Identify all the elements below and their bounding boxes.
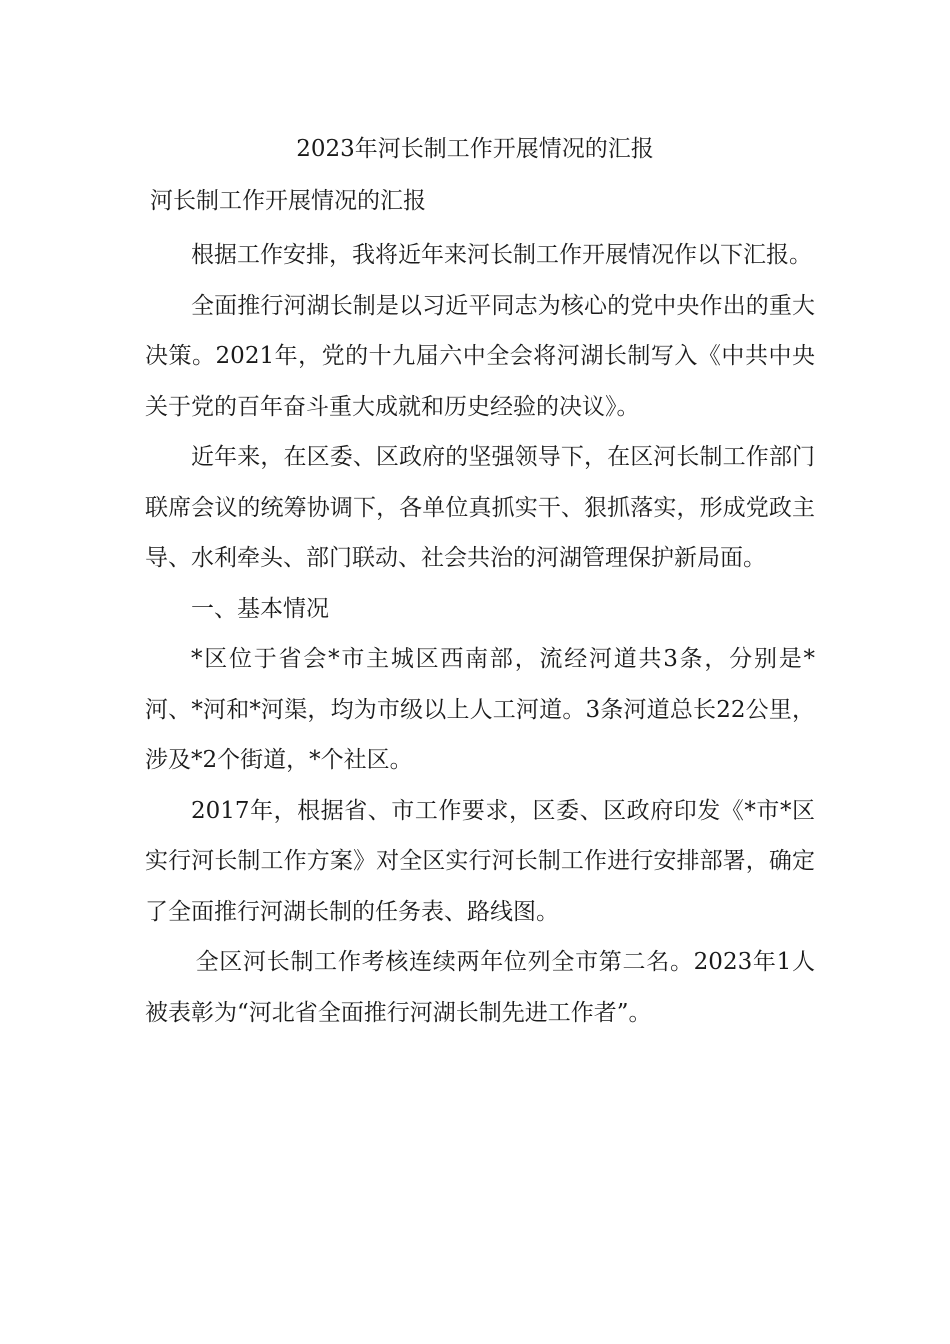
section-heading-basic-situation: 一、基本情况: [191, 595, 329, 622]
paragraph-plan-2017: 2017年，根据省、市工作要求，区委、区政府印发《*市*区实行河长制工作方案》对全区实行河长制工作进行安排部署，确定了全面推行河湖长制的任务表、路线图。: [145, 797, 815, 925]
paragraph-award: 全区河长制工作考核连续两年位列全市第二名。2023年1人被表彰为“河北省全面推行河湖长制先进工作者”。: [145, 949, 815, 1026]
paragraph-intro: 根据工作安排，我将近年来河长制工作开展情况作以下汇报。: [191, 242, 812, 268]
paragraph-rivers: *区位于省会*市主城区西南部，流经河道共3条，分别是*河、*河和*河渠，均为市级以上人工河道。3条河道总长22公里，涉及*2个街道，*个社区。: [145, 646, 815, 773]
paragraph-policy: 全面推行河湖长制是以习近平同志为核心的党中央作出的重大决策。2021年，党的十九届六中全会将河湖长制写入《中共中央关于党的百年奋斗重大成就和历史经验的决议》。: [145, 292, 815, 420]
paragraph-achievements: 近年来，在区委、区政府的坚强领导下，在区河长制工作部门联席会议的统筹协调下，各单位真抓实干、狠抓落实，形成党政主导、水利牵头、部门联动、社会共治的河湖管理保护新局面。: [145, 444, 815, 571]
document-body: [145, 230, 815, 1038]
document-title: 2023年河长制工作开展情况的汇报: [296, 136, 654, 162]
document-subtitle: 河长制工作开展情况的汇报: [150, 188, 426, 214]
